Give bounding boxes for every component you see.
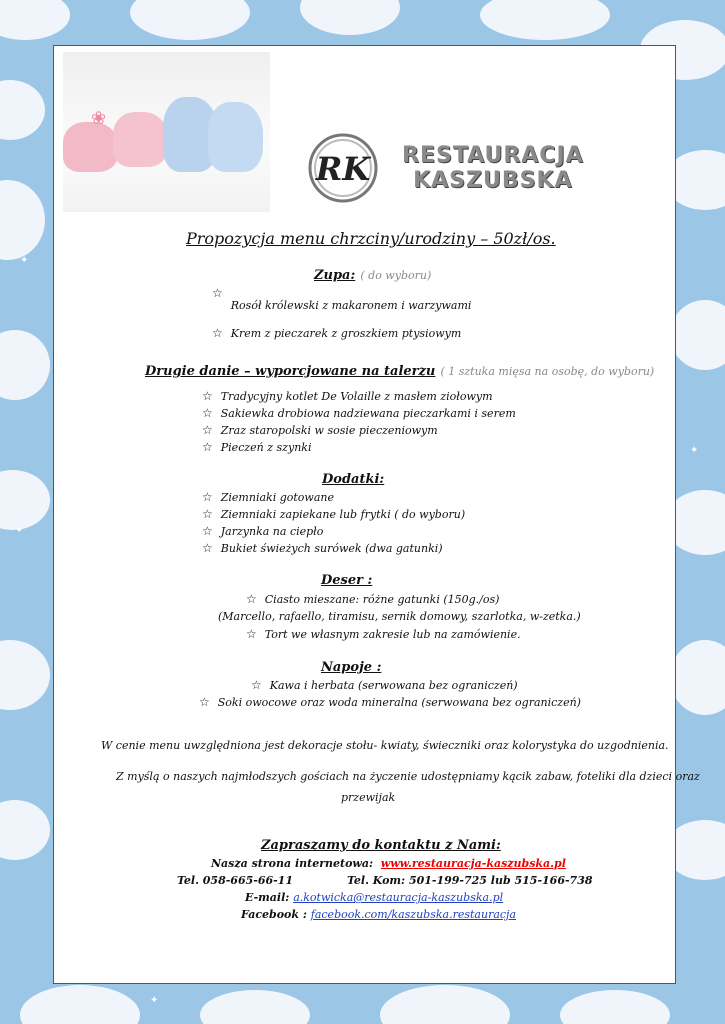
dodatki-item-1: ☆ Ziemniaki gotowane — [202, 490, 334, 504]
drugie-item-2: ☆ Sakiewka drobiowa nadziewana pieczarkami i serem — [202, 406, 516, 420]
napoje-item-2: ☆ Soki owocowe oraz woda mineralna (serwowana bez ograniczeń) — [199, 695, 581, 709]
zupa-section: Zupa: ( do wyboru) — [314, 268, 432, 283]
napoje-heading: Napoje : — [321, 660, 382, 675]
svg-text:RK: RK — [315, 150, 371, 188]
drugie-item-1: ☆ Tradycyjny kotlet De Volaille z masłem ziołowym — [202, 389, 493, 403]
contact-kom: Tel. Kom: 501-199-725 lub 515-166-738 — [347, 874, 593, 887]
zupa-item-1: ☆Rosół królewski z makaronem i warzywami — [212, 286, 472, 312]
napoje-item-1: ☆ Kawa i herbata (serwowana bez ograniczeń) — [251, 678, 518, 692]
star-outline-icon: ☆ — [202, 490, 213, 504]
deser-heading: Deser : — [321, 573, 373, 588]
drugie-item-3: ☆ Zraz staropolski w sosie pieczeniowym — [202, 423, 438, 437]
star-outline-icon: ☆ — [246, 627, 257, 641]
star-outline-icon: ☆ — [202, 389, 213, 403]
website-link[interactable]: www.restauracja-kaszubska.pl — [380, 857, 566, 870]
dodatki-heading: Dodatki: — [322, 472, 385, 487]
email-link[interactable]: a.kotwicka@restauracja-kaszubska.pl — [293, 891, 504, 904]
star-outline-icon: ☆ — [246, 592, 257, 606]
contact-facebook: Facebook : facebook.com/kaszubska.restauracja — [241, 908, 517, 921]
contact-www: Nasza strona internetowa: www.restauracja-kaszubska.pl — [211, 857, 566, 870]
star-outline-icon: ☆ — [202, 406, 213, 420]
star-outline-icon: ☆ — [202, 423, 213, 437]
contact-tel: Tel. 058-665-66-11 — [177, 874, 293, 887]
info-kids-corner-cont: przewijak — [341, 791, 396, 804]
zupa-item-2: ☆ Krem z pieczarek z groszkiem ptysiowym — [212, 326, 462, 340]
dodatki-item-3: ☆ Jarzynka na ciepło — [202, 524, 324, 538]
dodatki-item-4: ☆ Bukiet świeżych surówek (dwa gatunki) — [202, 541, 443, 555]
baby-shoes-photo: ❀ — [63, 52, 270, 212]
star-outline-icon: ☆ — [199, 695, 210, 709]
deser-item-1: ☆ Ciasto mieszane: różne gatunki (150g./os) — [246, 592, 500, 606]
info-kids-corner: Z myślą o naszych najmłodszych gościach na życzenie udostępniamy kącik zabaw, foteliki dla dzieci oraz — [116, 770, 700, 783]
star-outline-icon: ☆ — [251, 678, 262, 692]
drugie-item-4: ☆ Pieczeń z szynki — [202, 440, 312, 454]
cloud-background: ✦ ✦ ✦ ✦ — [0, 0, 725, 1024]
star-outline-icon: ☆ — [202, 440, 213, 454]
facebook-link[interactable]: facebook.com/kaszubska.restauracja — [310, 908, 517, 921]
star-outline-icon: ☆ — [212, 286, 223, 300]
deser-item-2: ☆ Tort we własnym zakresie lub na zamówienie. — [246, 627, 521, 641]
menu-title: Propozycja menu chrzciny/urodziny – 50zł/os. — [186, 229, 556, 248]
star-outline-icon: ☆ — [202, 541, 213, 555]
contact-heading: Zapraszamy do kontaktu z Nami: — [261, 838, 501, 853]
menu-sheet — [53, 45, 700, 984]
restaurant-name: RESTAURACJA KASZUBSKA — [402, 143, 584, 193]
contact-email: E-mail: a.kotwicka@restauracja-kaszubska.pl — [245, 891, 504, 904]
star-outline-icon: ☆ — [212, 326, 223, 340]
star-outline-icon: ☆ — [202, 507, 213, 521]
drugie-section: Drugie danie – wyporcjowane na talerzu ( 1 sztuka mięsa na osobę, do wyboru) — [145, 364, 655, 379]
deser-item-1-detail: (Marcello, rafaello, tiramisu, sernik domowy, szarlotka, w-zetka.) — [218, 610, 581, 623]
info-decoration: W cenie menu uwzględniona jest dekoracje stołu- kwiaty, świeczniki oraz kolorystyka do uzgodnienia. — [101, 739, 669, 752]
dodatki-item-2: ☆ Ziemniaki zapiekane lub frytki ( do wyboru) — [202, 507, 466, 521]
star-outline-icon: ☆ — [202, 524, 213, 538]
